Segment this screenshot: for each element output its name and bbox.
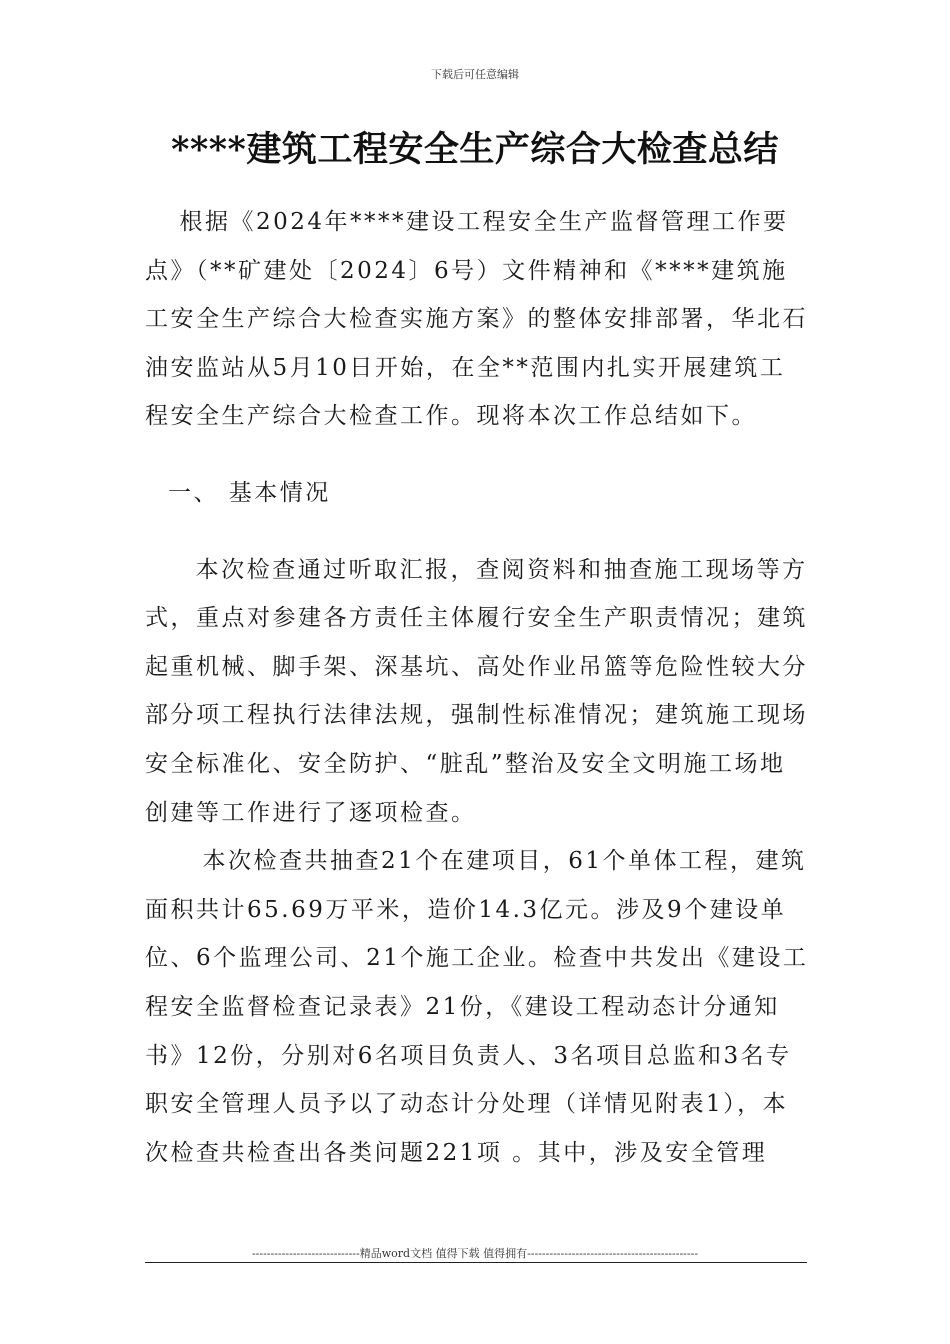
paragraph-inspection-results: 本次检查共抽查21个在建项目，61个单体工程，建筑面积共计65.69万平米，造价14.3亿元。涉及9个建设单位、6个监理公司、21个施工企业。检查中共发出《建设工程安全监督检查记录表》21份，《建设工程动态计分通知书》12份，分别对6名项目负责人、3名项目总监和3名专职安全管理人员予以了动态计分处理（详情见附表1），本次检查共检查出各类问题221项 。其中，涉及安全管理: [145, 848, 809, 1166]
paragraph-intro: 根据《2024年****建设工程安全生产监督管理工作要点》（**矿建处〔2024〕6号）文件精神和《****建筑施工安全生产综合大检查实施方案》的整体安排部署，华北石油安监站从5月10日开始，在全**范围内扎实开展建筑工程安全生产综合大检查工作。现将本次工作总结如下。: [145, 209, 808, 430]
section-heading: 一、 基本情况: [168, 479, 331, 506]
document-body: [145, 198, 810, 1177]
document-title: ****建筑工程安全生产综合大检查总结: [171, 129, 779, 170]
footer-text: -----------------------------精品word文档 值得下载 值得拥有----------------------------------------------: [251, 1247, 699, 1260]
paragraph-inspection-method: 本次检查通过听取汇报，查阅资料和抽查施工现场等方式，重点对参建各方责任主体履行安全生产职责情况；建筑起重机械、脚手架、深基坑、高处作业吊篮等危险性较大分部分项工程执行法律法规，强制性标准情况；建筑施工现场安全标准化、安全防护、“脏乱”整治及安全文明施工场地创建等工作进行了逐项检查。: [145, 556, 808, 826]
header-note: 下载后可任意编辑: [431, 68, 519, 81]
footer-divider: [145, 1262, 807, 1263]
